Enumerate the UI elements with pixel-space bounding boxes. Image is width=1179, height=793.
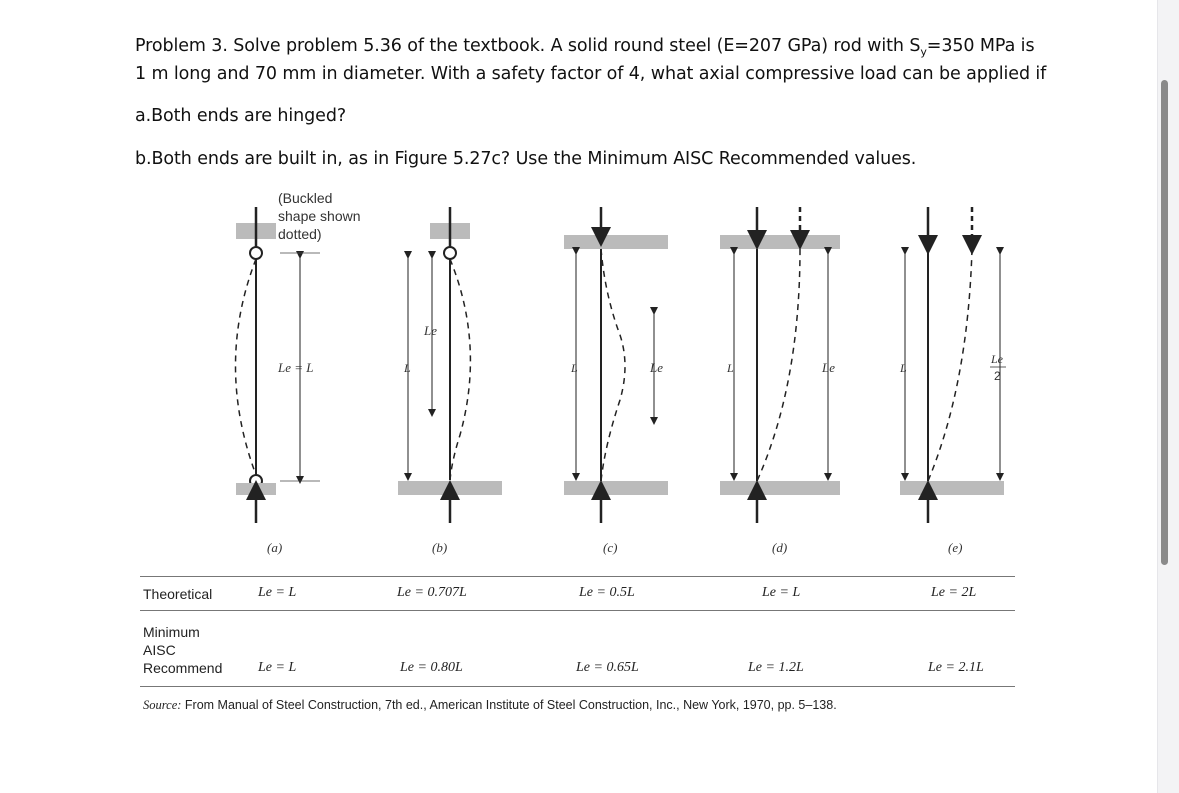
problem-line-1: Problem 3. Solve problem 5.36 of the textbook. A solid round steel (E=207 GPa) rod with $S_y=350$ MPa is [135, 36, 1035, 59]
caption-c: (c) [603, 540, 618, 555]
recommended-label-3: Recommend [143, 660, 223, 676]
caption-a: (a) [267, 540, 283, 555]
label-l-d: L [727, 361, 734, 375]
theoretical-a: Le = L [258, 585, 297, 600]
label-l-c: L [571, 361, 578, 375]
part-b: b.Both ends are built in, as in Figure 5.27c? Use the Minimum AISC Recommended values. [135, 149, 917, 169]
source-line: Source: From Manual of Steel Construction, 7th ed., American Institute of Steel Construction, Inc., New York, 1970, pp. 5–138. [143, 698, 837, 712]
part-a: a.Both ends are hinged? [135, 106, 347, 126]
label-le-over-2-num: Le [991, 352, 1003, 366]
column-e [899, 207, 1006, 555]
column-figure [130, 185, 1010, 565]
caption-b: (b) [432, 540, 448, 555]
column-c [564, 207, 668, 555]
label-l-b: L [404, 361, 411, 375]
label-l-e: L [900, 361, 907, 375]
recommended-e: Le = 2.1L [928, 660, 984, 675]
label-le-c: Le [650, 360, 663, 375]
label-le-over-2-den: 2 [994, 369, 1001, 383]
scrollbar-thumb[interactable] [1161, 80, 1168, 565]
recommended-label-1: Minimum [143, 624, 200, 640]
label-le-b: Le [424, 323, 437, 338]
theoretical-e: Le = 2L [931, 585, 977, 600]
recommended-d: Le = 1.2L [748, 660, 804, 675]
recommended-c: Le = 0.65L [576, 660, 639, 675]
caption-d: (d) [772, 540, 788, 555]
note-line-1: (Buckled [278, 190, 333, 206]
label-le-d: Le [822, 360, 835, 375]
column-a [236, 207, 321, 555]
note-line-2: shape shown [278, 208, 361, 224]
note-line-3: dotted) [278, 226, 322, 242]
recommended-label-2: AISC [143, 642, 176, 658]
caption-e: (e) [948, 540, 963, 555]
recommended-b: Le = 0.80L [400, 660, 463, 675]
column-d [720, 207, 840, 555]
theoretical-d: Le = L [762, 585, 801, 600]
table-rule-bottom [140, 686, 1015, 687]
label-le-eq-l: Le = L [278, 360, 314, 375]
theoretical-c: Le = 0.5L [579, 585, 635, 600]
theoretical-b: Le = 0.707L [397, 585, 467, 600]
theoretical-label: Theoretical [143, 586, 213, 602]
recommended-a: Le = L [258, 660, 297, 675]
problem-line-2: 1 m long and 70 mm in diameter. With a safety factor of 4, what axial compressive load can be applied if [135, 64, 1047, 84]
table-rule-mid [140, 610, 1015, 611]
column-b [398, 207, 502, 555]
table-rule-top [140, 576, 1015, 577]
